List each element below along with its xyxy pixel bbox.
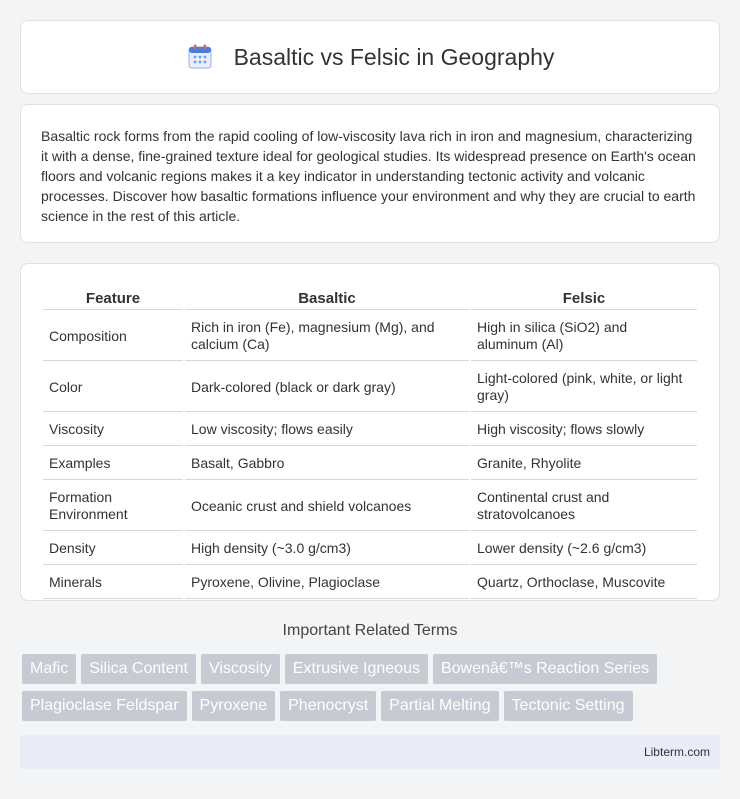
table-cell: Light-colored (pink, white, or light gray) (471, 363, 697, 412)
tag-partial-melting[interactable]: Partial Melting (381, 691, 498, 721)
tag-bowens-reaction-series[interactable]: Bowenâ€™s Reaction Series (433, 654, 657, 684)
tag-tectonic-setting[interactable]: Tectonic Setting (504, 691, 633, 721)
column-header-felsic: Felsic (471, 286, 697, 310)
table-cell: Basalt, Gabbro (185, 448, 469, 480)
intro-text: Basaltic rock forms from the rapid cooling of low-viscosity lava rich in iron and magnesium, characterizing it with a dense, fine-grained texture ideal for geological studies. Its widespread presence on Earth's ocean floors and volcanic regions makes it a key indicator in understanding tectonic activity and volcanic processes. Discover how basaltic formations influence your environment and why they are crucial to earth science in the rest of this article. (41, 128, 696, 224)
footer-site-link[interactable]: Libterm.com (643, 745, 710, 759)
tag-mafic[interactable]: Mafic (22, 654, 76, 684)
table-cell: Color (43, 363, 183, 412)
table-cell: Dark-colored (black or dark gray) (185, 363, 469, 412)
tag-pyroxene[interactable]: Pyroxene (192, 691, 276, 721)
table-row (43, 363, 697, 412)
table-cell: Examples (43, 448, 183, 480)
column-header-feature: Feature (43, 286, 183, 310)
page-title: Basaltic vs Felsic in Geography (233, 43, 555, 70)
table-cell: High density (~3.0 g/cm3) (185, 533, 469, 565)
header-card (20, 20, 720, 94)
table-cell: Oceanic crust and shield volcanoes (185, 482, 469, 531)
table-cell: Continental crust and stratovolcanoes (471, 482, 697, 531)
table-cell: Composition (43, 312, 183, 361)
table-cell: Minerals (43, 567, 183, 599)
table-row (43, 312, 697, 361)
table-row (43, 414, 697, 446)
tag-extrusive-igneous[interactable]: Extrusive Igneous (285, 654, 428, 684)
comparison-table-card (20, 263, 720, 601)
tag-viscosity[interactable]: Viscosity (201, 654, 280, 684)
table-row (43, 482, 697, 531)
table-cell: Pyroxene, Olivine, Plagioclase (185, 567, 469, 599)
table-cell: Lower density (~2.6 g/cm3) (471, 533, 697, 565)
tag-phenocryst[interactable]: Phenocryst (280, 691, 376, 721)
table-cell: Granite, Rhyolite (471, 448, 697, 480)
table-cell: Viscosity (43, 414, 183, 446)
table-row (43, 533, 697, 565)
footer (20, 735, 720, 769)
tag-silica-content[interactable]: Silica Content (81, 654, 196, 684)
table-header-row (43, 286, 697, 310)
related-terms-tags (22, 654, 722, 728)
table-cell: Formation Environment (43, 482, 183, 531)
comparison-table (41, 284, 699, 601)
table-row (43, 448, 697, 480)
calendar-icon (186, 43, 214, 71)
tag-plagioclase-feldspar[interactable]: Plagioclase Feldspar (22, 691, 187, 721)
table-cell: Low viscosity; flows easily (185, 414, 469, 446)
table-row (43, 567, 697, 599)
table-cell: High viscosity; flows slowly (471, 414, 697, 446)
table-cell: Density (43, 533, 183, 565)
table-cell: Rich in iron (Fe), magnesium (Mg), and calcium (Ca) (185, 312, 469, 361)
intro-card (20, 104, 720, 243)
related-terms-title: Important Related Terms (282, 622, 458, 639)
table-cell: High in silica (SiO2) and aluminum (Al) (471, 312, 697, 361)
column-header-basaltic: Basaltic (185, 286, 469, 310)
table-cell: Quartz, Orthoclase, Muscovite (471, 567, 697, 599)
